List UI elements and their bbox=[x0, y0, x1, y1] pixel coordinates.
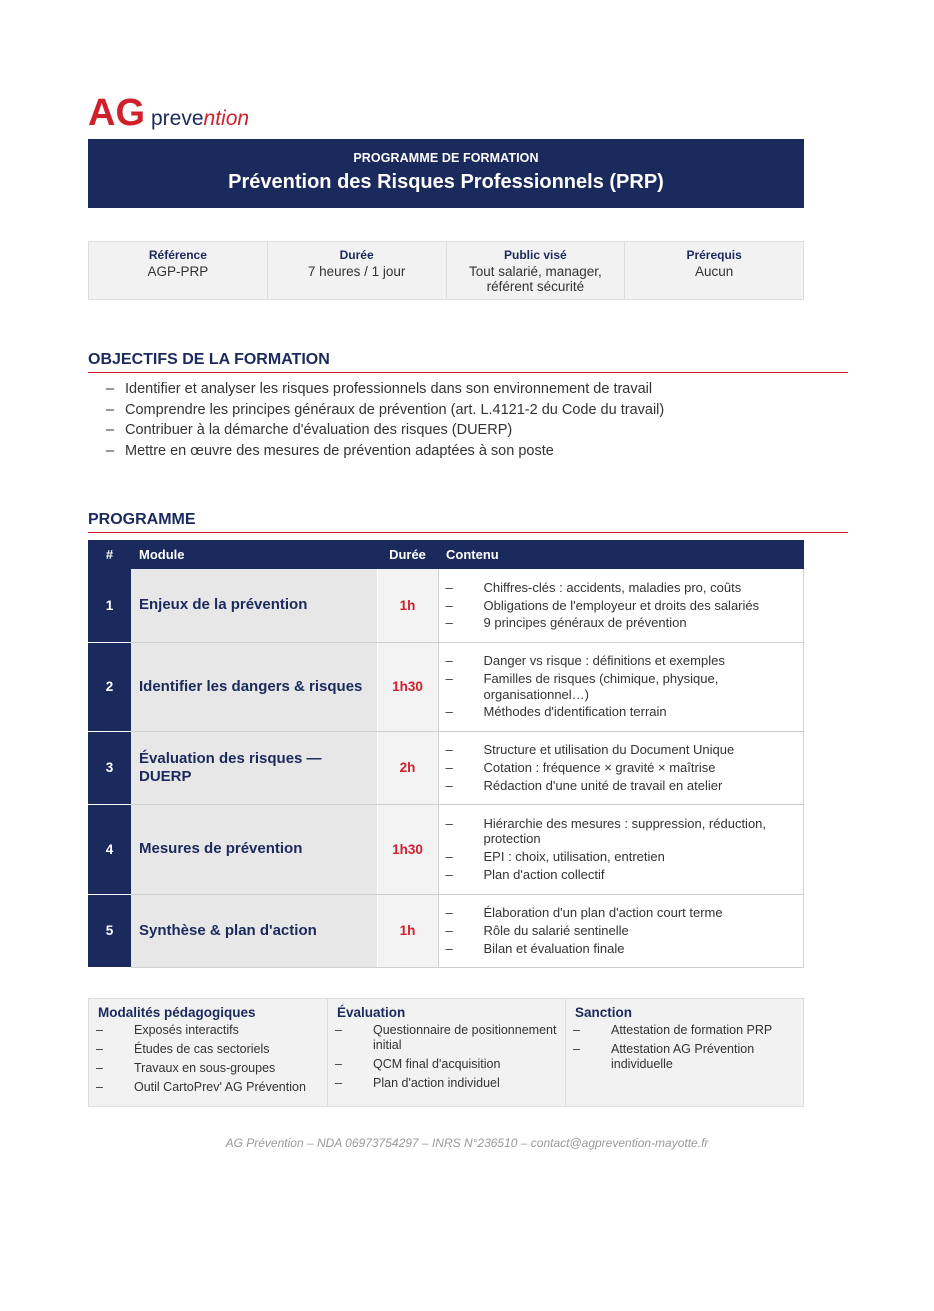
brand-logo bbox=[88, 92, 249, 132]
dash-bullet-icon: – bbox=[445, 866, 453, 882]
info-value: 7 heures / 1 jour bbox=[307, 264, 406, 279]
list-item bbox=[445, 704, 796, 720]
content-list bbox=[445, 815, 796, 883]
module-title: Mesures de prévention bbox=[131, 804, 377, 894]
content-text: Structure et utilisation du Document Unique bbox=[483, 741, 735, 757]
box-title: Sanction bbox=[575, 1005, 633, 1020]
dash-bullet-icon: – bbox=[445, 922, 453, 938]
info-value: Tout salarié, manager, référent sécurité bbox=[468, 264, 602, 294]
list-item bbox=[106, 379, 664, 400]
list-item bbox=[335, 1023, 565, 1053]
table-header-row bbox=[88, 540, 804, 569]
dash-bullet-icon: – bbox=[96, 1080, 103, 1094]
content-text: Obligations de l'employeur et droits des salariés bbox=[483, 597, 760, 613]
box-list bbox=[575, 1023, 803, 1072]
content-text: Chiffres-clés : accidents, maladies pro, coûts bbox=[483, 579, 742, 595]
content-text: Danger vs risque : définitions et exemples bbox=[483, 653, 725, 669]
table-row bbox=[88, 569, 804, 642]
list-item bbox=[96, 1042, 327, 1057]
content-text: Cotation : fréquence × gravité × maîtrise bbox=[483, 759, 716, 775]
objective-text: Comprendre les principes généraux de prévention (art. L.4121-2 du Code du travail) bbox=[125, 401, 665, 418]
dash-bullet-icon: – bbox=[445, 777, 453, 793]
list-item bbox=[96, 1023, 327, 1038]
item-text: Attestation AG Prévention individuelle bbox=[611, 1042, 755, 1071]
content-list bbox=[445, 904, 796, 956]
content-text: 9 principes généraux de prévention bbox=[483, 615, 687, 631]
list-item bbox=[106, 420, 664, 441]
objective-text: Identifier et analyser les risques professionnels dans son environnement de travail bbox=[125, 381, 653, 397]
list-item bbox=[445, 579, 796, 596]
list-item bbox=[106, 441, 664, 462]
dash-bullet-icon: – bbox=[445, 815, 453, 831]
list-item bbox=[445, 741, 796, 758]
logo-word-part-1: preve bbox=[151, 107, 204, 130]
list-item bbox=[573, 1023, 803, 1038]
box-title: Évaluation bbox=[337, 1005, 406, 1020]
list-item bbox=[445, 777, 796, 794]
list-item bbox=[573, 1042, 803, 1072]
module-duration: 1h bbox=[377, 894, 438, 967]
objectives-list bbox=[106, 379, 664, 462]
program-table-body bbox=[88, 569, 804, 967]
list-item bbox=[335, 1057, 565, 1072]
list-item bbox=[445, 759, 796, 776]
module-number: 5 bbox=[88, 894, 131, 967]
dash-bullet-icon: – bbox=[445, 704, 453, 720]
dash-bullet-icon: – bbox=[106, 443, 115, 460]
dash-bullet-icon: – bbox=[573, 1042, 580, 1056]
table-row bbox=[88, 804, 804, 894]
item-text: Outil CartoPrev' AG Prévention bbox=[134, 1080, 306, 1094]
item-text: Attestation de formation PRP bbox=[611, 1023, 773, 1037]
logo-ag-text: AG bbox=[88, 92, 145, 134]
page-footer: AG Prévention – NDA 06973754297 – INRS N°236510 – contact@agprevention-mayotte.fr bbox=[225, 1136, 709, 1150]
list-item bbox=[445, 815, 796, 847]
title-banner bbox=[88, 139, 804, 208]
list-item bbox=[445, 940, 796, 957]
info-value: Aucun bbox=[694, 264, 734, 279]
module-number: 4 bbox=[88, 804, 131, 894]
program-heading: PROGRAMME bbox=[88, 511, 848, 533]
info-cell-prerequisites bbox=[625, 242, 803, 299]
box-title: Modalités pédagogiques bbox=[98, 1005, 256, 1020]
info-label: Prérequis bbox=[686, 248, 742, 262]
module-content bbox=[438, 804, 804, 894]
list-item bbox=[445, 904, 796, 921]
item-text: Plan d'action individuel bbox=[373, 1076, 500, 1090]
info-cell-reference bbox=[89, 242, 268, 299]
list-item bbox=[445, 849, 796, 865]
module-number: 2 bbox=[88, 642, 131, 731]
list-item bbox=[335, 1076, 565, 1091]
content-text: Méthodes d'identification terrain bbox=[483, 704, 667, 720]
module-duration: 1h30 bbox=[377, 642, 438, 731]
list-item bbox=[445, 615, 796, 631]
info-label: Public visé bbox=[504, 248, 567, 262]
module-title: Identifier les dangers & risques bbox=[131, 642, 377, 731]
content-text: Familles de risques (chimique, physique, organisationnel…) bbox=[483, 671, 719, 702]
dash-bullet-icon: – bbox=[106, 381, 115, 397]
objectives-heading: OBJECTIFS DE LA FORMATION bbox=[88, 351, 848, 373]
dash-bullet-icon: – bbox=[96, 1023, 103, 1037]
info-label: Durée bbox=[339, 248, 374, 262]
content-text: Rôle du salarié sentinelle bbox=[483, 922, 629, 938]
dash-bullet-icon: – bbox=[445, 597, 453, 613]
dash-bullet-icon: – bbox=[96, 1061, 103, 1075]
content-list bbox=[445, 579, 796, 631]
table-row bbox=[88, 731, 804, 804]
dash-bullet-icon: – bbox=[445, 904, 453, 920]
list-item bbox=[96, 1080, 327, 1095]
module-title: Évaluation des risques — DUERP bbox=[131, 731, 377, 804]
list-item bbox=[445, 866, 796, 883]
content-text: Bilan et évaluation finale bbox=[483, 940, 625, 956]
box-evaluation bbox=[328, 999, 566, 1106]
logo-wordmark bbox=[151, 107, 249, 130]
module-number: 3 bbox=[88, 731, 131, 804]
dash-bullet-icon: – bbox=[96, 1042, 103, 1056]
dash-bullet-icon: – bbox=[445, 653, 453, 669]
module-title: Synthèse & plan d'action bbox=[131, 894, 377, 967]
info-value: AGP-PRP bbox=[147, 264, 209, 279]
page-title: Prévention des Risques Professionnels (PRP) bbox=[228, 171, 664, 193]
table-row bbox=[88, 642, 804, 731]
list-item bbox=[445, 671, 796, 702]
dash-bullet-icon: – bbox=[445, 940, 453, 956]
dash-bullet-icon: – bbox=[445, 579, 453, 595]
info-table bbox=[88, 241, 804, 300]
list-item bbox=[445, 653, 796, 669]
objective-text: Contribuer à la démarche d'évaluation des risques (DUERP) bbox=[125, 422, 513, 439]
module-duration: 1h bbox=[377, 569, 438, 642]
list-item bbox=[106, 400, 664, 421]
item-text: Travaux en sous-groupes bbox=[134, 1061, 276, 1075]
column-header-number: # bbox=[88, 540, 131, 569]
module-duration: 1h30 bbox=[377, 804, 438, 894]
list-item bbox=[445, 922, 796, 939]
content-list bbox=[445, 741, 796, 793]
content-text: EPI : choix, utilisation, entretien bbox=[483, 849, 665, 864]
item-text: Questionnaire de positionnement initial bbox=[373, 1023, 557, 1052]
module-number: 1 bbox=[88, 569, 131, 642]
module-content bbox=[438, 731, 804, 804]
item-text: QCM final d'acquisition bbox=[373, 1057, 501, 1071]
dash-bullet-icon: – bbox=[335, 1076, 342, 1090]
banner-kicker: PROGRAMME DE FORMATION bbox=[353, 151, 539, 165]
column-header-content: Contenu bbox=[438, 540, 804, 569]
dash-bullet-icon: – bbox=[445, 615, 453, 631]
dash-bullet-icon: – bbox=[335, 1057, 342, 1071]
column-header-duration: Durée bbox=[377, 540, 438, 569]
box-sanction bbox=[566, 999, 803, 1106]
table-row bbox=[88, 894, 804, 967]
dash-bullet-icon: – bbox=[445, 671, 453, 686]
box-pedagogy bbox=[89, 999, 328, 1106]
module-duration: 2h bbox=[377, 731, 438, 804]
logo-word-part-2: ntion bbox=[203, 107, 250, 130]
content-text: Rédaction d'une unité de travail en atelier bbox=[483, 777, 723, 793]
objective-text: Mettre en œuvre des mesures de prévention adaptées à son poste bbox=[125, 443, 554, 460]
module-content bbox=[438, 569, 804, 642]
module-content bbox=[438, 894, 804, 967]
module-content bbox=[438, 642, 804, 731]
info-cell-duration bbox=[268, 242, 447, 299]
content-text: Élaboration d'un plan d'action court terme bbox=[483, 904, 723, 920]
content-text: Plan d'action collectif bbox=[483, 866, 605, 882]
program-table bbox=[88, 540, 804, 968]
box-list bbox=[98, 1023, 327, 1095]
dash-bullet-icon: – bbox=[445, 759, 453, 775]
dash-bullet-icon: – bbox=[573, 1023, 580, 1037]
dash-bullet-icon: – bbox=[335, 1023, 342, 1037]
dash-bullet-icon: – bbox=[106, 401, 115, 418]
module-title: Enjeux de la prévention bbox=[131, 569, 377, 642]
box-list bbox=[337, 1023, 565, 1091]
dash-bullet-icon: – bbox=[445, 741, 453, 757]
info-label: Référence bbox=[148, 248, 207, 262]
dash-bullet-icon: – bbox=[445, 849, 453, 864]
content-text: Hiérarchie des mesures : suppression, réduction, protection bbox=[483, 815, 767, 847]
list-item bbox=[96, 1061, 327, 1076]
column-header-module: Module bbox=[131, 540, 377, 569]
info-cell-audience bbox=[447, 242, 626, 299]
dash-bullet-icon: – bbox=[106, 422, 115, 439]
modalities-panel bbox=[88, 998, 804, 1107]
item-text: Études de cas sectoriels bbox=[134, 1042, 270, 1056]
item-text: Exposés interactifs bbox=[134, 1023, 239, 1037]
list-item bbox=[445, 597, 796, 614]
content-list bbox=[445, 653, 796, 720]
